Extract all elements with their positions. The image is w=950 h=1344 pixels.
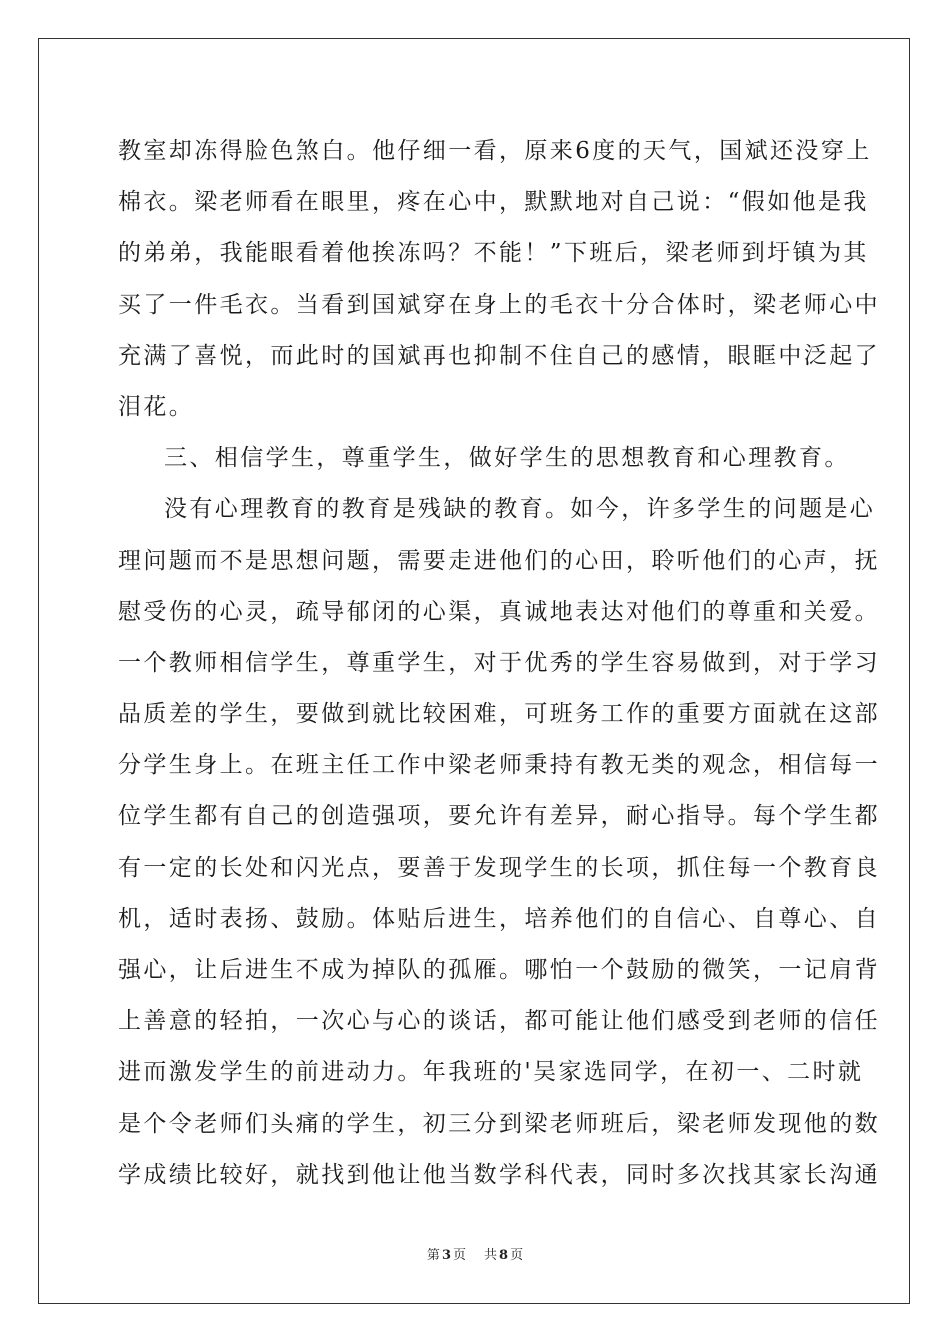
document-body [118,126,880,1201]
page-prefix: 第 [426,1248,440,1263]
text-line: 有一定的长处和闪光点，要善于发现学生的长项，抓住每一个教育良 [118,854,880,881]
text-line: 理问题而不是思想问题，需要走进他们的心田，聆听他们的心声，抚 [118,547,880,574]
text-line: 一个教师相信学生，尊重学生，对于优秀的学生容易做到，对于学习 [118,649,880,676]
page-number: 3 [441,1248,451,1263]
total-pages: 8 [499,1248,509,1263]
text-line: 充满了喜悦，而此时的国斌再也抑制不住自己的感情，眼眶中泛起了 [118,342,880,369]
text-line: 泪花。 [118,393,195,420]
total-suffix: 页 [510,1248,524,1263]
text-line: 教室却冻得脸色煞白。他仔细一看，原来6度的天气，国斌还没穿上 [118,138,872,164]
text-line: 的弟弟，我能眼看着他挨冻吗？不能！”下班后，梁老师到圩镇为其 [118,240,869,267]
section-heading: 三、相信学生，尊重学生，做好学生的思想教育和心理教育。 [164,445,850,472]
text-line: 买了一件毛衣。当看到国斌穿在身上的毛衣十分合体时，梁老师心中 [118,291,880,318]
page-suffix: 页 [452,1248,466,1263]
text-line: 是个令老师们头痛的学生，初三分到梁老师班后，梁老师发现他的数 [118,1110,880,1137]
text-line: 慰受伤的心灵，疏导郁闭的心渠，真诚地表达对他们的尊重和关爱。 [118,598,880,625]
text-line: 机，适时表扬、鼓励。体贴后进生，培养他们的自信心、自尊心、自 [118,905,880,932]
text-line: 强心，让后进生不成为掉队的孤雁。哪怕一个鼓励的微笑，一记肩背 [118,957,880,983]
text-line: 位学生都有自己的创造强项，要允许有差异，耐心指导。每个学生都 [118,803,880,830]
text-line: 棉衣。梁老师看在眼里，疼在心中，默默地对自己说：“假如他是我 [118,189,869,216]
page-footer [0,1244,950,1263]
text-line: 品质差的学生，要做到就比较困难，可班务工作的重要方面就在这部 [118,701,880,728]
text-line: 上善意的轻拍，一次心与心的谈话，都可能让他们感受到老师的信任 [118,1008,880,1035]
total-prefix: 共 [484,1248,498,1263]
text-line: 分学生身上。在班主任工作中梁老师秉持有教无类的观念，相信每一 [118,752,880,779]
text-line: 进而激发学生的前进动力。年我班的'吴家选同学，在初一、二时就 [118,1059,864,1086]
text-line: 没有心理教育的教育是残缺的教育。如今，许多学生的问题是心 [164,496,876,523]
text-line: 学成绩比较好，就找到他让他当数学科代表，同时多次找其家长沟通 [118,1161,880,1188]
